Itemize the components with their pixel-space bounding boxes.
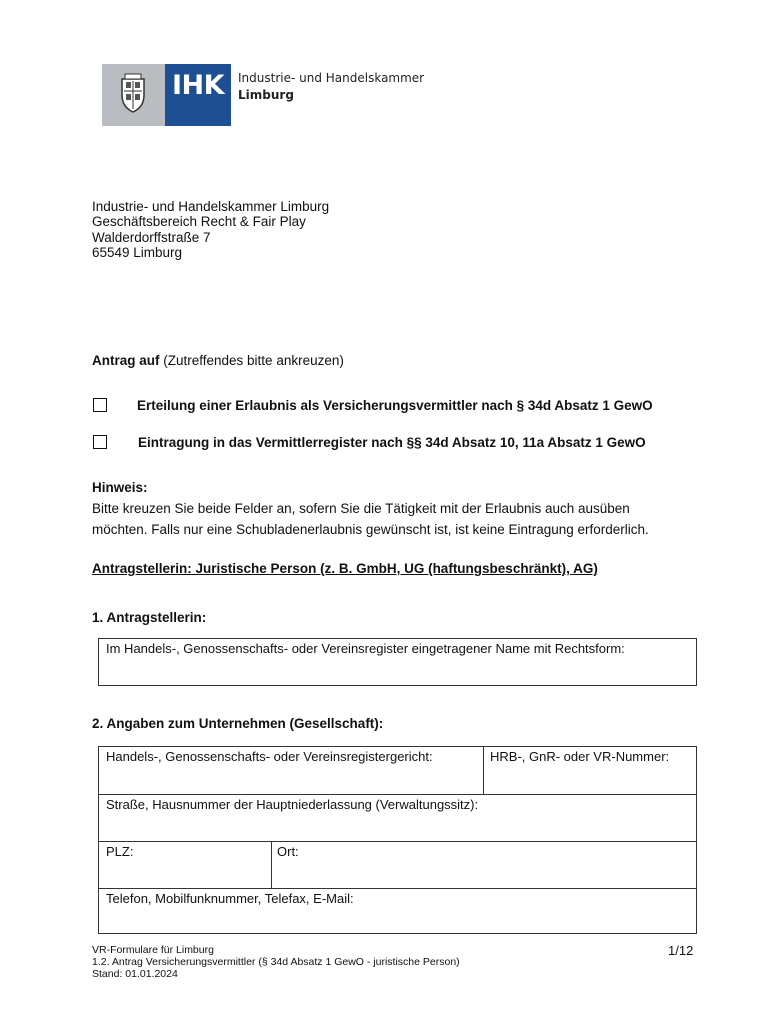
register-court-label: Handels-, Genossenschafts- oder Vereinsregistergericht: xyxy=(106,749,433,764)
company-name-label: Im Handels-, Genossenschafts- oder Vereinsregister eingetragener Name mit Rechtsform: xyxy=(106,641,625,656)
footer-line-2: 1.2. Antrag Versicherungsvermittler (§ 34d Absatz 1 GewO - juristische Person) xyxy=(92,956,460,968)
notice-line-1: Bitte kreuzen Sie beide Felder an, sofern Sie die Tätigkeit mit der Erlaubnis auch ausüben xyxy=(92,501,630,516)
applicant-type-heading: Antragstellerin: Juristische Person (z. B. GmbH, UG (haftungsbeschränkt), AG) xyxy=(92,561,598,576)
zip-field[interactable] xyxy=(99,842,271,888)
company-details-table xyxy=(98,746,697,934)
contact-label: Telefon, Mobilfunknummer, Telefax, E-Mail: xyxy=(106,891,354,906)
street-label: Straße, Hausnummer der Hauptniederlassung (Verwaltungssitz): xyxy=(106,797,479,812)
logo-crest xyxy=(102,64,165,126)
checkbox-eintragung[interactable] xyxy=(93,435,107,449)
logo-ihk: IHK xyxy=(165,64,231,126)
page-number: 1/12 xyxy=(668,943,694,958)
notice-heading: Hinweis: xyxy=(92,480,148,495)
register-number-label: HRB-, GnR- oder VR-Nummer: xyxy=(490,749,670,764)
city-field[interactable] xyxy=(272,842,696,888)
application-heading-bold: Antrag auf xyxy=(92,353,160,368)
section-1-heading: 1. Antragstellerin: xyxy=(92,610,207,625)
footer-line-1: VR-Formulare für Limburg xyxy=(92,944,214,956)
logo-city: Limburg xyxy=(238,88,294,102)
logo-chamber-name: Industrie- und Handelskammer xyxy=(238,71,425,85)
zip-label: PLZ: xyxy=(106,844,134,859)
address-line-3: Walderdorffstraße 7 xyxy=(92,230,211,245)
register-number-field[interactable] xyxy=(484,747,696,794)
address-line-1: Industrie- und Handelskammer Limburg xyxy=(92,199,330,214)
option-eintragung-label: Eintragung in das Vermittlerregister nach §§ 34d Absatz 10, 11a Absatz 1 GewO xyxy=(138,435,646,450)
application-heading-note: (Zutreffendes bitte ankreuzen) xyxy=(159,353,344,368)
city-label: Ort: xyxy=(277,844,299,859)
option-erlaubnis-label: Erteilung einer Erlaubnis als Versicherungsvermittler nach § 34d Absatz 1 GewO xyxy=(137,398,653,413)
notice-line-2: möchten. Falls nur eine Schubladenerlaubnis gewünscht ist, ist keine Eintragung erforderlich. xyxy=(92,522,649,537)
street-field[interactable] xyxy=(99,795,696,841)
company-name-field[interactable] xyxy=(98,638,697,686)
address-line-2: Geschäftsbereich Recht & Fair Play xyxy=(92,214,306,229)
coat-of-arms-icon xyxy=(116,73,150,115)
footer-line-3: Stand: 01.01.2024 xyxy=(92,968,178,980)
address-line-4: 65549 Limburg xyxy=(92,245,183,260)
application-heading xyxy=(92,353,344,369)
checkbox-erlaubnis[interactable] xyxy=(93,398,107,412)
register-court-field[interactable] xyxy=(99,747,483,794)
contact-field[interactable] xyxy=(99,889,696,933)
section-2-heading: 2. Angaben zum Unternehmen (Gesellschaft): xyxy=(92,716,384,731)
